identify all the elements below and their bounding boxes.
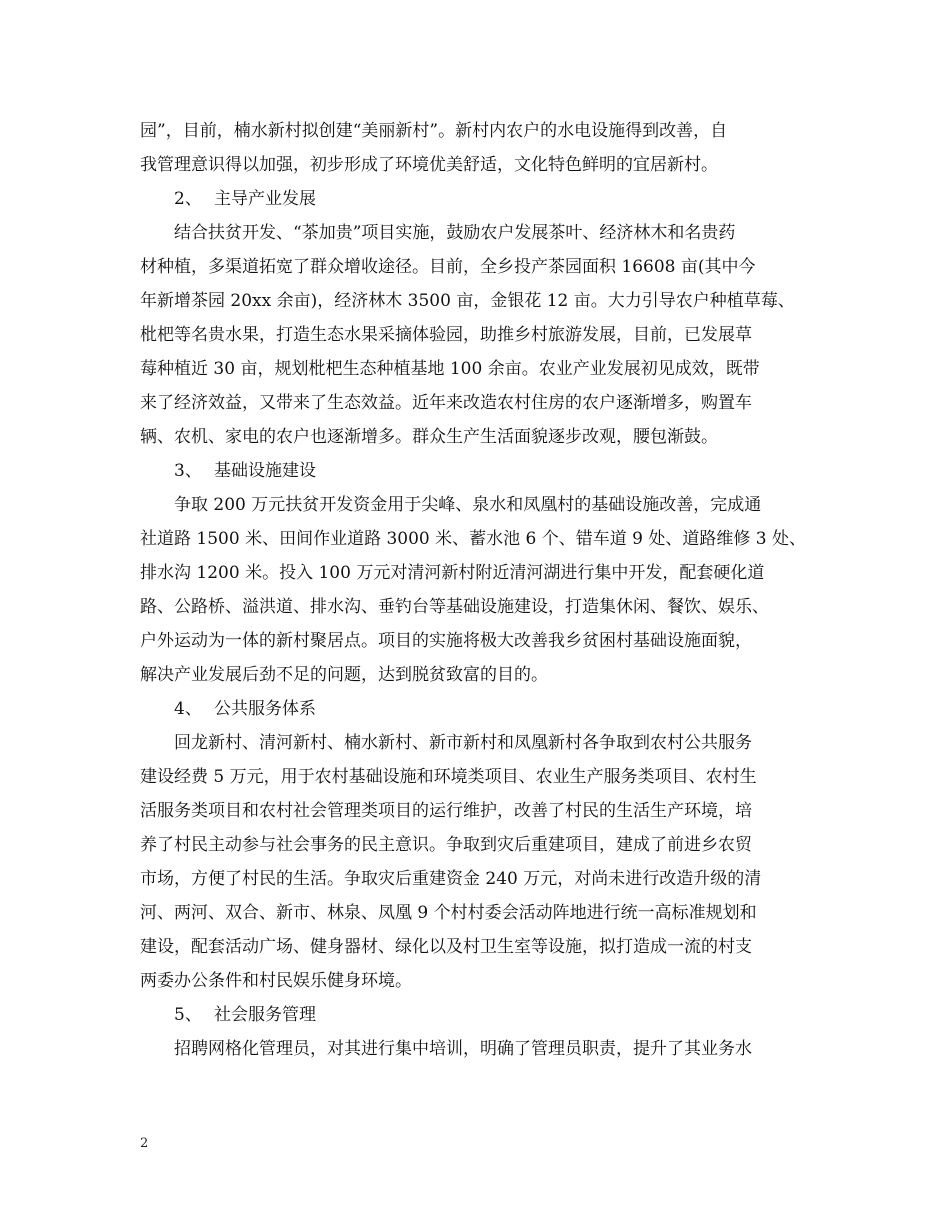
section-number: 4、 [174,699,202,719]
section-heading [140,998,816,1032]
section-number: 5、 [174,1005,202,1025]
text-line: 来了经济效益，又带来了生态效益。近年来改造农村住房的农户逐渐增多，购置车 [140,393,752,413]
text-line: 养了村民主动参与社会事务的民主意识。争取到灾后重建项目，建成了前进乡农贸 [140,835,752,855]
page-number: 2 [140,1136,149,1151]
text-line: 排水沟 1200 米。投入 100 万元对清河新村附近清河湖进行集中开发，配套硬化道 [140,563,765,583]
text-line: 辆、农机、家电的农户也逐渐增多。群众生产生活面貌逐步改观，腰包渐鼓。 [140,427,718,447]
text-line: 我管理意识得以加强，初步形成了环境优美舒适，文化特色鲜明的宜居新村。 [140,155,718,175]
section-title: 社会服务管理 [214,1005,316,1025]
section-heading [140,182,816,216]
section-title: 主导产业发展 [214,189,316,209]
text-line: 活服务类项目和农村社会管理类项目的运行维护，改善了村民的生活生产环境，培 [140,801,752,821]
text-line: 社道路 1500 米、田间作业道路 3000 米、蓄水池 6 个、错车道 9 处、道路维修 3 处、 [140,529,807,549]
text-line: 结合扶贫开发、“茶加贵”项目实施，鼓励农户发展茶叶、经济林木和名贵药 [140,223,736,243]
text-line: 解决产业发展后劲不足的问题，达到脱贫致富的目的。 [140,665,548,685]
text-line: 建设经费 5 万元，用于农村基础设施和环境类项目、农业生产服务类项目、农村生 [140,767,757,787]
section-heading [140,454,816,488]
text-line: 争取 200 万元扶贫开发资金用于尖峰、泉水和凤凰村的基础设施改善，完成通 [140,495,762,515]
section-heading [140,692,816,726]
text-line: 路、公路桥、溢洪道、排水沟、垂钓台等基础设施建设，打造集休闲、餐饮、娱乐、 [140,597,769,617]
section-number: 3、 [174,461,202,481]
text-line: 枇杷等名贵水果，打造生态水果采摘体验园，助推乡村旅游发展，目前，已发展草 [140,325,752,345]
text-line: 市场，方便了村民的生活。争取灾后重建资金 240 万元，对尚未进行改造升级的清 [140,869,762,889]
text-line: 招聘网格化管理员，对其进行集中培训，明确了管理员职责，提升了其业务水 [140,1039,752,1059]
section-number: 2、 [174,189,202,209]
section-title: 基础设施建设 [214,461,316,481]
text-line: 户外运动为一体的新村聚居点。项目的实施将极大改善我乡贫困村基础设施面貌， [140,631,752,651]
text-line: 园”，目前，楠水新村拟创建“美丽新村”。新村内农户的水电设施得到改善，自 [140,121,728,141]
text-line: 建设，配套活动广场、健身器材、绿化以及村卫生室等设施，拟打造成一流的村支 [140,937,752,957]
text-line: 回龙新村、清河新村、楠水新村、新市新村和凤凰新村各争取到农村公共服务 [140,733,752,753]
section-title: 公共服务体系 [214,699,316,719]
text-line: 材种植，多渠道拓宽了群众增收途径。目前，全乡投产茶园面积 16608 亩(其中今 [140,257,756,277]
text-line: 两委办公条件和村民娱乐健身环境。 [140,971,412,991]
text-line: 河、两河、双合、新市、林泉、凤凰 9 个村村委会活动阵地进行统一高标准规划和 [140,903,757,923]
text-line: 年新增茶园 20xx 余亩)，经济林木 3500 亩，金银花 12 亩。大力引导农户种植草莓、 [140,291,795,311]
text-line: 莓种植近 30 亩，规划枇杷生态种植基地 100 余亩。农业产业发展初见成效，既带 [140,359,760,379]
document-body [140,114,816,1066]
